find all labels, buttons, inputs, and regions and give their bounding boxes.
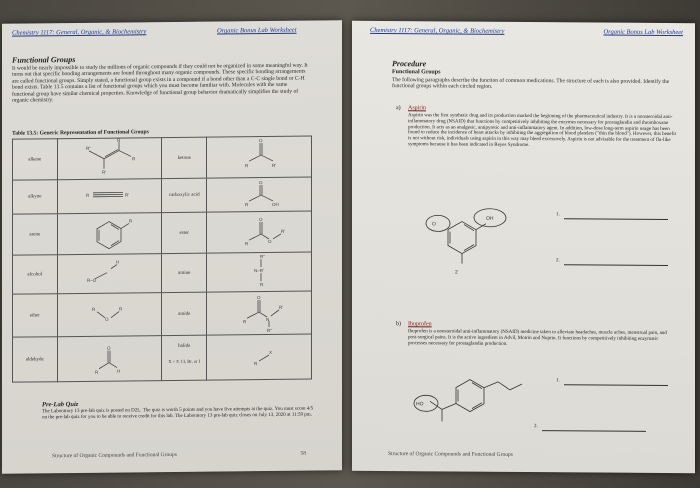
- aspirin-blank-1-line[interactable]: [564, 218, 668, 220]
- halide-cell: [162, 335, 207, 380]
- svg-text:R: R: [243, 319, 247, 325]
- table-row: [13, 252, 312, 294]
- svg-text:O: O: [105, 316, 109, 322]
- svg-text:HO: HO: [416, 401, 424, 408]
- table-row: [13, 136, 312, 180]
- group-name-cell: alkene: [13, 139, 58, 180]
- functional-groups-title: Functional Groups: [12, 55, 76, 65]
- ibuprofen-blank-1-label: 1.: [556, 378, 560, 384]
- group-name-cell: amine: [162, 253, 207, 292]
- group-name-cell: ether: [13, 294, 58, 337]
- group-name-cell: aldehyde: [13, 337, 58, 382]
- svg-text:O: O: [432, 221, 436, 228]
- item-b-name: Ibuprofen: [408, 321, 432, 328]
- svg-text:R: R: [245, 241, 249, 247]
- ibuprofen-structure: [412, 367, 532, 428]
- right-footer: Structure of Organic Compounds and Functional Groups: [388, 451, 513, 458]
- table-row: [13, 334, 312, 382]
- left-header-course: Chemistry 1117: General, Organic, & Biochemistry: [12, 28, 147, 37]
- svg-text:O: O: [268, 238, 272, 244]
- svg-text:O: O: [257, 295, 261, 301]
- table-row: [13, 177, 312, 214]
- item-a-label: a): [396, 105, 401, 112]
- left-footer: Structure of Organic Compounds and Functional Groups: [52, 451, 177, 460]
- svg-text:R: R: [95, 369, 99, 375]
- left-worksheet-page: [2, 20, 342, 474]
- group-name-cell: ester: [162, 212, 207, 253]
- pre-lab-quiz-title: Pre-Lab Quiz: [42, 400, 79, 409]
- ketone-structure: [207, 136, 312, 178]
- svg-text:R: R: [132, 156, 136, 162]
- halide-note: X = F, Cl, Br, or I: [168, 358, 201, 365]
- svg-text:OH: OH: [486, 215, 494, 222]
- svg-text:O: O: [107, 345, 111, 351]
- group-name-cell: alkyne: [13, 180, 58, 214]
- svg-text:R: R: [92, 306, 96, 312]
- svg-text:R: R: [86, 192, 90, 198]
- svg-text:2: 2: [455, 269, 458, 276]
- svg-text:R': R': [272, 162, 277, 168]
- item-b-label: b): [396, 321, 401, 328]
- svg-text:O: O: [259, 138, 263, 144]
- arene-structure: [57, 213, 162, 255]
- functional-groups-intro: It would be nearly impossible to study the millions of organic compounds if they could not be organized in some meaningful way. It turns out that specific bonding arrangements are found throughout many organic compounds. These specific bonding arrangements are called functional groups. Simply stated, a functional group exists in a compound if a bond other than a C-C single bond or C-H bond exists. Table 13.5 contains a list of functional groups which you must become familiar with. Molecules with the same functional group have similar chemical properties. Knowledge of functional group behavior dramatically simplifies the study of organic chemistry.: [12, 62, 308, 104]
- amide-structure: [207, 291, 312, 335]
- group-name-cell: halide: [178, 343, 191, 349]
- alcohol-structure: [57, 254, 162, 294]
- procedure-subtitle: Functional Groups: [392, 69, 441, 76]
- right-header-worksheet: Organic Bonus Lab Worksheet: [603, 28, 683, 37]
- svg-text:N–R': N–R': [254, 268, 264, 274]
- alkyne-structure: [57, 179, 162, 214]
- svg-text:OH: OH: [272, 201, 279, 207]
- aspirin-blank-2-line[interactable]: [564, 264, 668, 266]
- svg-text:R': R': [279, 304, 284, 310]
- svg-text:R: R: [119, 306, 123, 312]
- item-b-text: Ibuprofen is a nonsteroidal anti-inflammatory (NSAID) medicine taken to alleviate headaches, muscle aches, menstrual pain, and post-surgical pains. It is the active ingredient in Advil, Motrin and Nuprin. It functions by competitively inhibiting enzymatic processes necessary for prostaglandin production.: [408, 329, 667, 347]
- ibuprofen-blank-2-line[interactable]: [542, 430, 646, 432]
- table-row: [13, 291, 312, 337]
- aldehyde-structure: [57, 336, 162, 382]
- svg-text:X: X: [269, 349, 273, 355]
- ether-structure: [57, 293, 162, 337]
- pre-lab-quiz-text: The Laboratory 13 pre-lab quiz is posted on D2L. The quiz is worth 5 points and you have five attempts at the quiz. You must score 4/5 on the pre-lab quiz for you to be able to receive credit for this lab. The Laboratory 13 pre-lab quiz closes on July 13, 2020 at 11:59 pm.: [42, 406, 314, 421]
- ester-structure: [207, 211, 312, 253]
- aspirin-blank-1-label: 1.: [556, 212, 560, 218]
- svg-text:R": R": [86, 145, 92, 151]
- carboxylic-acid-structure: [207, 177, 312, 212]
- svg-text:R–O: R–O: [87, 277, 97, 283]
- group-name-cell: carboxylic acid: [162, 178, 207, 212]
- item-a-text: Aspirin was the first synthetic drug and its production marked the beginning of the pharmaceutical industry. It is a nonsteroidal anti-inflammatory drug (NSAID) that functions by competitively inhibiting the enzymes necessary for prostaglandin and thromboxane production. It acts as an analgesic, antipyretic and anti-inflammatory agent. In addition, low-dose long-term aspirin usage has been found to reduce the incidence of heart attacks by inhibiting the aggregation of blood platelets ("thin the blood"). However, this benefit is not without risk, individuals using aspirin in this way may bleed excessively. Aspirin is not advisable for the treatment of flu-like symptoms because it has been indicated in Reyes Syndrome.: [408, 113, 676, 149]
- ibuprofen-blank-1-line[interactable]: [564, 384, 668, 386]
- group-name-cell: alcohol: [13, 255, 58, 294]
- svg-text:R: R: [129, 218, 133, 224]
- svg-text:R: R: [260, 282, 264, 288]
- left-page-number: 58: [300, 450, 306, 457]
- svg-text:R: R: [117, 138, 121, 143]
- svg-text:R': R': [281, 228, 286, 234]
- amine-structure: [207, 252, 312, 292]
- table-caption: Table 13.5: Generic Representation of Functional Groups: [12, 129, 149, 137]
- alkene-structure: [57, 138, 162, 180]
- svg-text:H: H: [117, 368, 121, 374]
- svg-text:H: H: [116, 259, 120, 265]
- svg-text:O: O: [259, 217, 263, 223]
- item-a-name: Aspirin: [408, 105, 426, 112]
- group-name-cell: arene: [13, 214, 58, 255]
- group-name-cell: ketone: [162, 137, 207, 178]
- svg-text:R': R': [125, 191, 130, 197]
- functional-groups-table: [12, 136, 312, 383]
- svg-text:R": R": [267, 327, 272, 333]
- svg-text:N: N: [266, 316, 270, 323]
- svg-text:R": R": [260, 254, 265, 260]
- aspirin-blank-2-label: 2.: [556, 258, 560, 264]
- svg-text:R: R: [245, 201, 249, 207]
- procedure-intro: The following paragraphs describe the function of common medications. The structure of each is also provided. Identify the functional groups within each circled region.: [392, 77, 670, 91]
- procedure-title: Procedure: [392, 59, 427, 69]
- halide-structure: [207, 334, 312, 380]
- svg-text:R: R: [245, 163, 249, 169]
- right-worksheet-page: [352, 21, 695, 473]
- group-name-cell: amide: [162, 292, 207, 335]
- table-row: [13, 211, 312, 255]
- right-header-course: Chemistry 1117: General, Organic, & Biochemistry: [370, 26, 505, 35]
- ibuprofen-blank-2-label: 2.: [534, 424, 538, 430]
- svg-text:O: O: [259, 179, 263, 185]
- aspirin-structure: [422, 201, 512, 282]
- svg-text:R: R: [254, 361, 258, 367]
- left-header-worksheet: Organic Bonus Lab Worksheet: [217, 26, 297, 35]
- svg-text:R': R': [102, 169, 107, 175]
